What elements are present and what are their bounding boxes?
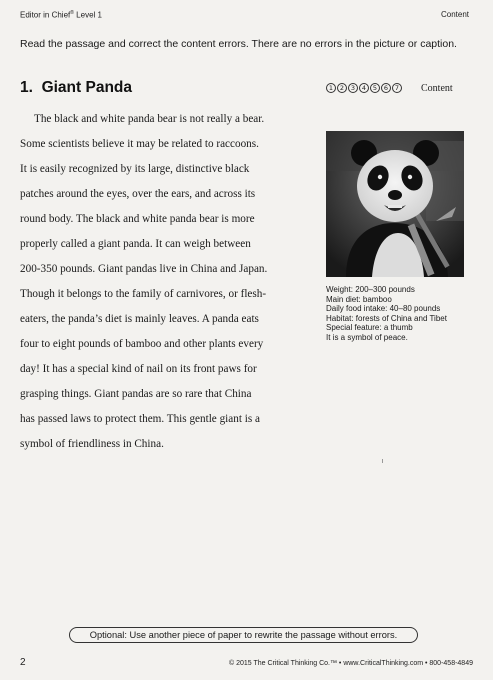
caption-habitat: Habitat: forests of China and Tibet	[326, 313, 447, 323]
registered-mark: ®	[70, 10, 74, 16]
error-count-mark: 1	[326, 83, 336, 93]
error-count-mark: 2	[337, 83, 347, 93]
caption-special-feature: Special feature: a thumb	[326, 323, 413, 332]
page-number: 2	[20, 657, 26, 668]
section-label: Content	[440, 10, 469, 19]
category-label: Content	[421, 83, 453, 94]
book-level: Level 1	[76, 10, 102, 20]
passage-line: symbol of friendliness in China.	[20, 438, 164, 450]
exercise-title-text: Giant Panda	[41, 79, 132, 96]
optional-note: Optional: Use another piece of paper to rewrite the passage without errors.	[69, 627, 418, 643]
caption-weight: Weight: 200–300 pounds	[326, 285, 415, 294]
passage-line: Some scientists believe it may be related to raccoons.	[20, 138, 259, 150]
passage-line: 200-350 pounds. Giant pandas live in China and Japan.	[20, 263, 268, 275]
caption-symbol: It is a symbol of peace.	[326, 332, 408, 342]
passage-line: day! It has a special kind of nail on its front paws for	[20, 363, 257, 375]
error-count-mark: 4	[359, 83, 369, 93]
passage-line: four to eight pounds of bamboo and other plants every	[20, 338, 264, 350]
error-count-mark: 3	[348, 83, 358, 93]
passage-line: It is easily recognized by its large, distinctive black	[20, 163, 250, 175]
caption-food-intake: Daily food intake: 40–80 pounds	[326, 304, 441, 313]
passage-line: properly called a giant panda. It can weigh between	[20, 238, 251, 250]
instructions: Read the passage and correct the content errors. There are no errors in the picture or caption.	[20, 38, 457, 50]
passage-line: The black and white panda bear is not really a bear.	[34, 113, 265, 125]
stray-mark	[382, 459, 383, 463]
book-title-header	[20, 10, 102, 20]
error-count-marks	[326, 83, 402, 93]
passage-line: eaters, the panda’s diet is mainly leaves. A panda eats	[20, 313, 259, 325]
panda-illustration	[326, 131, 464, 277]
caption-diet: Main diet: bamboo	[326, 294, 392, 304]
passage	[20, 107, 310, 457]
copyright-line: © 2015 The Critical Thinking Co.™ • www.CriticalThinking.com • 800-458-4849	[228, 660, 473, 667]
panda-photo	[326, 131, 464, 277]
book-title: Editor in Chief	[20, 10, 71, 20]
passage-line: grasping things. Giant pandas are so rare that China	[20, 388, 252, 400]
exercise-title	[20, 79, 132, 97]
exercise-number: 1.	[20, 79, 33, 96]
passage-line: patches around the eyes, over the ears, and across its	[20, 188, 256, 200]
error-count-mark: 5	[370, 83, 380, 93]
passage-line: round body. The black and white panda bear is more	[20, 213, 255, 225]
passage-line: has passed laws to protect them. This gentle giant is a	[20, 413, 260, 425]
error-count-mark: 6	[381, 83, 391, 93]
passage-line: Though it belongs to the family of carnivores, or flesh-	[20, 288, 267, 300]
photo-caption	[326, 285, 486, 342]
error-count-mark: 7	[392, 83, 402, 93]
